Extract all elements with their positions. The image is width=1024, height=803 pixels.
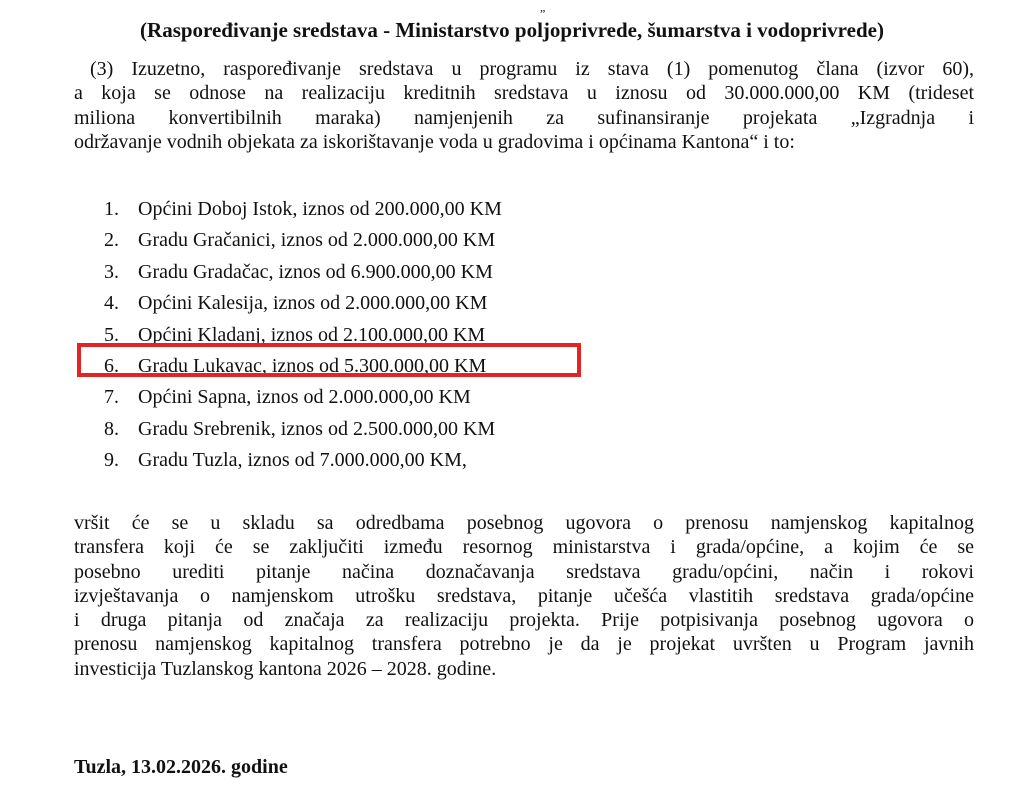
body-line: prenosu namjenskog kapitalnog transfera potrebno je da je projekat uvršten u Program javnih — [74, 633, 974, 656]
intro-line: miliona konvertibilnih maraka) namjenjenih za sufinansiranje projekata „Izgradnja i — [74, 106, 974, 129]
list-item-number: 5. — [104, 323, 119, 346]
list-item — [104, 194, 502, 225]
body-line: i druga pitanja od značaja za realizaciju projekta. Prije potpisivanja posebnog ugovora o — [74, 609, 974, 632]
body-line: posebno urediti pitanje načina doznačavanja sredstava gradu/općini, način i rokovi — [74, 560, 974, 583]
list-item-text: Općini Kladanj, iznos od 2.100.000,00 KM — [138, 323, 486, 346]
list-item-text: Gradu Tuzla, iznos od 7.000.000,00 KM, — [138, 449, 467, 472]
list-item — [104, 288, 502, 319]
list-item-text: Općini Doboj Istok, iznos od 200.000,00 KM — [138, 198, 502, 220]
intro-line: a koja se odnose na realizaciju kreditnih sredstava u iznosu od 30.000.000,00 KM (trideset — [74, 82, 974, 105]
body-line: izvještavanja o namjenskom utrošku sredstava, pitanje učešća vlastitih sredstava grada/općine — [74, 584, 974, 607]
list-item — [104, 382, 502, 413]
list-item-text: Općini Kalesija, iznos od 2.000.000,00 KM — [138, 292, 488, 315]
section-heading: (Raspoređivanje sredstava - Ministarstvo poljoprivrede, šumarstva i vodoprivrede) — [140, 18, 884, 42]
list-item-number: 9. — [104, 449, 119, 472]
intro-line: održavanje vodnih objekata za iskorištavanje voda u gradovima i općinama Kantona“ i to: — [74, 130, 795, 153]
intro-paragraph — [74, 57, 974, 154]
body-line: vršit će se u skladu sa odredbama posebnog ugovora o prenosu namjenskog kapitalnog — [74, 512, 974, 534]
top-quote-mark: „ — [540, 0, 546, 14]
list-item-text: Gradu Srebrenik, iznos od 2.500.000,00 KM — [138, 417, 496, 440]
list-item — [104, 414, 502, 445]
list-item — [104, 257, 502, 288]
highlight-box — [77, 343, 581, 377]
list-item-number: 3. — [104, 260, 119, 283]
list-item-number: 2. — [104, 229, 119, 252]
list-item — [104, 225, 502, 256]
list-item-number: 7. — [104, 386, 119, 409]
list-item-text: Gradu Gračanici, iznos od 2.000.000,00 KM — [138, 229, 496, 252]
place-date: Tuzla, 13.02.2026. godine — [74, 756, 288, 778]
list-item-number: 1. — [104, 198, 119, 220]
list-item-number: 8. — [104, 417, 119, 440]
list-item-text: Općini Sapna, iznos od 2.000.000,00 KM — [138, 386, 471, 409]
allocation-list — [104, 194, 502, 477]
intro-line: (3) Izuzetno, raspoređivanje sredstava u programu iz stava (1) pomenutog člana (izvor 60), — [90, 58, 974, 80]
list-item-text: Gradu Gradačac, iznos od 6.900.000,00 KM — [138, 260, 493, 283]
body-paragraph — [74, 511, 974, 681]
body-line: transfera koji će se zaključiti između resornog ministarstva i grada/općine, a kojim će se — [74, 536, 974, 559]
list-item-text: Gradu Lukavac, iznos od 5.300.000,00 KM — [138, 354, 487, 377]
list-item — [104, 445, 502, 476]
list-item-number: 4. — [104, 292, 119, 315]
body-line: investicija Tuzlanskog kantona 2026 – 2028. godine. — [74, 657, 497, 680]
list-item-number: 6. — [104, 354, 119, 377]
